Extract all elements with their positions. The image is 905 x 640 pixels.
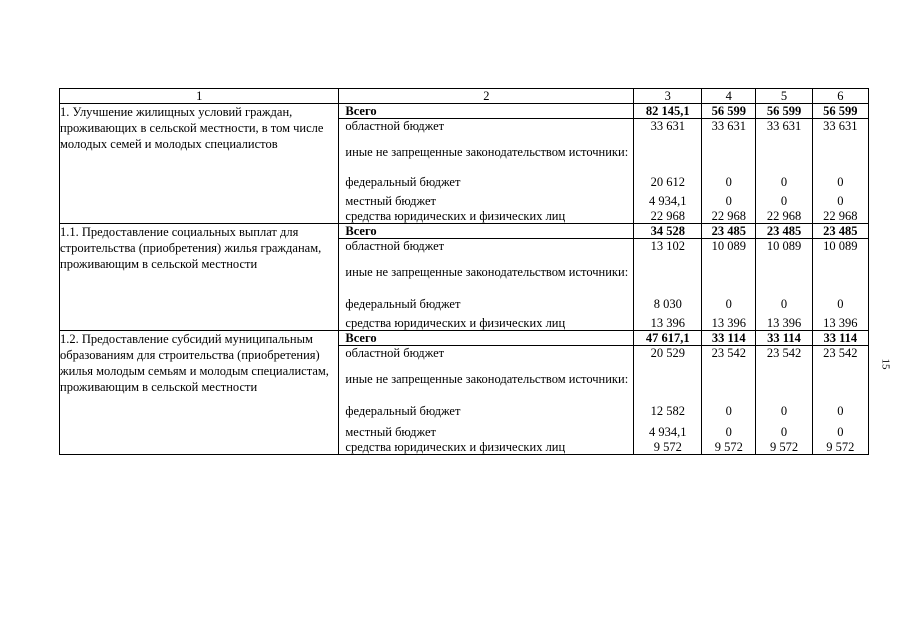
value-cell: 22 968: [650, 209, 685, 223]
value-cell: 4 934,1: [649, 193, 687, 208]
header-cell-1: 1: [60, 89, 339, 104]
value-cell: 0: [780, 174, 788, 189]
value-cell: [634, 253, 701, 291]
value-cell: 33 114: [756, 331, 811, 346]
value-cell: [813, 360, 868, 398]
value-cell: 0: [780, 424, 788, 439]
source-column: [339, 331, 634, 455]
source-label: федеральный бюджет: [345, 296, 461, 311]
value-cell: [756, 360, 811, 398]
source-label: иные не запрещенные законодательством источники:: [345, 145, 629, 159]
source-label: средства юридических и физических лиц: [345, 316, 566, 330]
value-cell: 13 102: [650, 239, 685, 253]
source-label: Всего: [339, 331, 633, 346]
value-cell: 23 542: [711, 346, 746, 360]
source-label: федеральный бюджет: [345, 403, 461, 418]
value-cell: [702, 360, 755, 398]
value-cell: 47 617,1: [634, 331, 701, 346]
value-cell: 9 572: [653, 440, 682, 454]
value-cell: 13 396: [823, 316, 858, 330]
value-cell: 0: [780, 193, 788, 208]
header-cell-6: 6: [812, 89, 868, 104]
value-column-5: [756, 104, 812, 224]
value-cell: 0: [725, 296, 732, 311]
source-column: [339, 104, 634, 224]
row-description: [60, 104, 339, 224]
row-description-text: 1.1. Предоставление социальных выплат для строительства (приобретения) жилья гражданам, проживающим в сельской местности: [60, 225, 322, 271]
value-column-5: [756, 224, 812, 331]
value-column-3: [634, 331, 702, 455]
value-column-4: [702, 224, 756, 331]
value-column-4: [702, 104, 756, 224]
value-column-3: [634, 224, 702, 331]
value-cell: 13 396: [711, 316, 746, 330]
value-cell: 33 114: [813, 331, 868, 346]
value-cell: 0: [725, 193, 732, 208]
value-cell: [756, 253, 811, 291]
value-cell: 0: [837, 174, 844, 189]
row-description: [60, 224, 339, 331]
table-row: [60, 104, 869, 224]
value-cell: 0: [780, 296, 788, 311]
value-cell: 9 572: [714, 440, 743, 454]
value-cell: 22 968: [766, 209, 802, 223]
source-label: иные не запрещенные законодательством источники:: [345, 265, 629, 279]
value-cell: 10 089: [711, 239, 746, 253]
source-label: средства юридических и физических лиц: [345, 209, 566, 223]
source-label: иные не запрещенные законодательством источники:: [345, 372, 629, 386]
value-cell: 0: [837, 296, 844, 311]
budget-table: [59, 88, 869, 455]
value-column-6: [812, 104, 868, 224]
value-cell: 0: [837, 403, 844, 418]
source-label: Всего: [339, 224, 633, 239]
value-cell: 0: [780, 403, 788, 418]
source-label: местный бюджет: [345, 424, 436, 439]
value-cell: [702, 133, 755, 171]
value-cell: 33 631: [766, 119, 802, 133]
value-cell: 33 114: [702, 331, 755, 346]
value-cell: 22 968: [823, 209, 858, 223]
header-cell-5: 5: [756, 89, 812, 104]
value-cell: 56 599: [702, 104, 755, 119]
source-label: Всего: [339, 104, 633, 119]
source-label: областной бюджет: [345, 119, 445, 133]
value-cell: 56 599: [756, 104, 811, 119]
value-cell: 23 485: [813, 224, 868, 239]
value-column-3: [634, 104, 702, 224]
value-cell: 12 582: [650, 403, 685, 418]
value-cell: 23 542: [823, 346, 858, 360]
value-cell: 33 631: [711, 119, 746, 133]
value-cell: [702, 253, 755, 291]
value-column-4: [702, 331, 756, 455]
table-row: [60, 331, 869, 455]
header-cell-4: 4: [702, 89, 756, 104]
row-description: [60, 331, 339, 455]
value-cell: 56 599: [813, 104, 868, 119]
value-cell: 33 631: [650, 119, 685, 133]
value-cell: 0: [837, 193, 844, 208]
value-cell: [634, 133, 701, 171]
source-label: областной бюджет: [345, 346, 445, 360]
row-description-text: 1. Улучшение жилищных условий граждан, проживающих в сельской местности, в том числе молодых семей и молодых специалистов: [60, 105, 324, 151]
value-cell: 0: [725, 174, 732, 189]
value-cell: [813, 133, 868, 171]
header-cell-3: 3: [634, 89, 702, 104]
header-cell-2: 2: [339, 89, 634, 104]
value-cell: 13 396: [650, 316, 685, 330]
value-cell: 82 145,1: [634, 104, 701, 119]
value-cell: 4 934,1: [649, 424, 687, 439]
value-cell: 0: [725, 403, 732, 418]
value-cell: 8 030: [653, 296, 682, 311]
table-row: [60, 224, 869, 331]
value-cell: 23 485: [756, 224, 811, 239]
value-cell: [634, 360, 701, 398]
value-cell: 23 542: [766, 346, 802, 360]
value-cell: [756, 133, 811, 171]
source-label: федеральный бюджет: [345, 174, 461, 189]
value-cell: [813, 253, 868, 291]
value-cell: 33 631: [823, 119, 858, 133]
value-cell: 13 396: [766, 316, 802, 330]
value-cell: 9 572: [769, 440, 799, 454]
source-label: средства юридических и физических лиц: [345, 440, 566, 454]
value-cell: 23 485: [702, 224, 755, 239]
header-row: [60, 89, 869, 104]
page-number: 15: [879, 358, 892, 370]
value-column-5: [756, 331, 812, 455]
source-label: областной бюджет: [345, 239, 445, 253]
value-cell: 22 968: [711, 209, 746, 223]
value-cell: 9 572: [826, 440, 855, 454]
value-column-6: [812, 331, 868, 455]
value-cell: 20 529: [650, 346, 685, 360]
value-cell: 10 089: [766, 239, 802, 253]
source-column: [339, 224, 634, 331]
value-column-6: [812, 224, 868, 331]
row-description-text: 1.2. Предоставление субсидий муниципальным образованиям для строительства (приобретения) жилья молодым семьям и молодым специалистам, проживающим в сельской местности: [60, 332, 329, 394]
value-cell: 0: [837, 424, 844, 439]
value-cell: 10 089: [823, 239, 858, 253]
value-cell: 0: [725, 424, 732, 439]
source-label: местный бюджет: [345, 193, 436, 208]
value-cell: 20 612: [650, 174, 685, 189]
value-cell: 34 528: [634, 224, 701, 239]
